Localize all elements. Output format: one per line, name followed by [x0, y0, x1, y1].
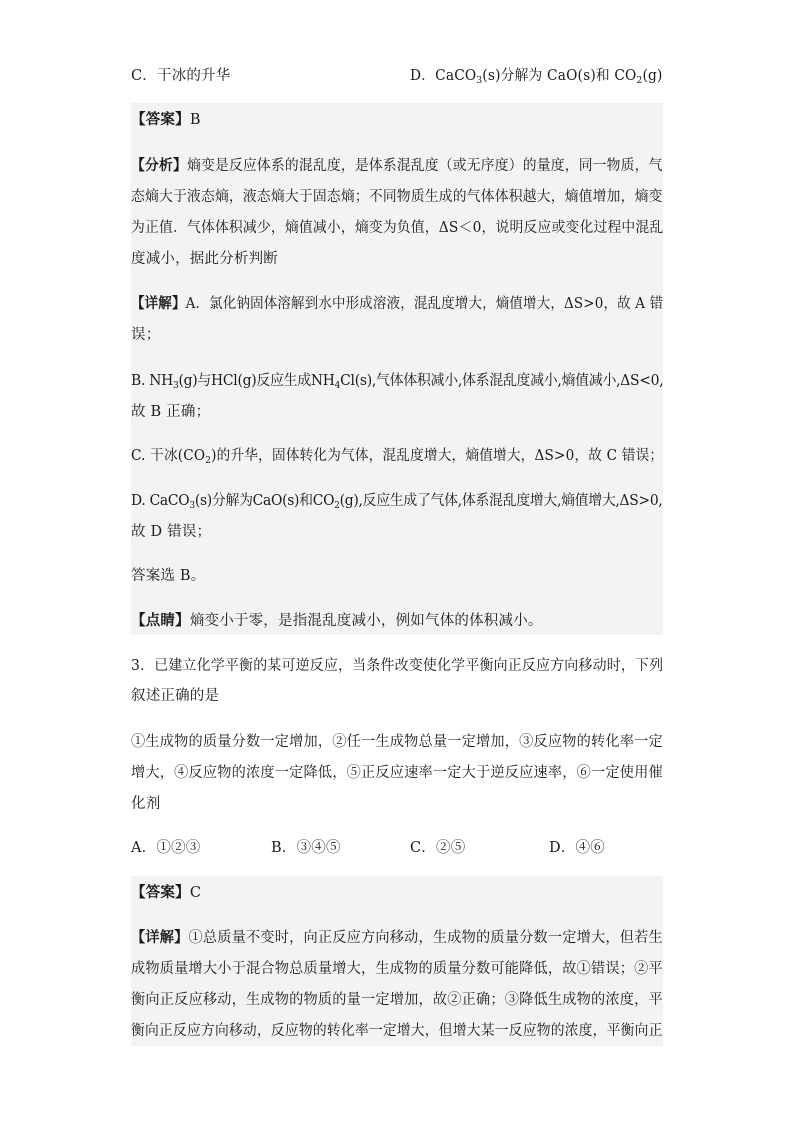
q2-detail-d-line-1: D. CaCO$_3$(s)分解为CaO(s)和$CO_2(g)$,反应生成了气体,体系混乱度增大,熵值增大,ΔS>0,	[131, 493, 663, 511]
q3-stem-line-2: 叙述正确的是	[131, 688, 220, 704]
q2-answer: 【答案】B	[131, 111, 201, 128]
q2-comment: 【点睛】熵变小于零，是指混乱度减小，例如气体的体积减小。	[131, 612, 543, 629]
q2-option-c: C．干冰的升华	[131, 68, 231, 84]
q2-detail-c: C. 干冰$(CO_2)$的升华，固体转化为气体，混乱度增大，熵值增大，ΔS>0，故 C 错误；	[131, 448, 664, 466]
q3-detail-line-3: 衡向正反应移动，生成物的物质的量一定增加，故②正确；③降低生成物的浓度，平	[131, 992, 663, 1008]
q2-analysis-line-4: 度减小，据此分析判断	[131, 251, 278, 267]
q3-answer: 【答案】C	[131, 884, 202, 901]
q3-list-line-1: ①生成物的质量分数一定增加，②任一生成物总量一定增加，③反应物的转化率一定	[131, 734, 663, 750]
q3-detail-line-1: 【详解】①总质量不变时，向正反应方向移动，生成物的质量分数一定增大，但若生	[131, 929, 663, 946]
q3-detail-line-2: 成物质量增大小于混合物总质量增大，生成物的质量分数可能降低，故①错误；②平	[131, 961, 663, 977]
q2-detail-b-line-1: B. $NH_3(g)$与HCl(g)反应生成$NH_4Cl(s)$,气体体积减小,体系混乱度减小,熵值减小,ΔS<0,	[131, 373, 664, 391]
q3-option-b: B．③④⑤	[271, 840, 341, 856]
q3-option-d: D．④⑥	[549, 840, 605, 856]
q3-stem-line-1: 3．已建立化学平衡的某可逆反应，当条件改变使化学平衡向正反应方向移动时，下列	[131, 658, 664, 674]
q2-detail-b-line-2: 故 B 正确；	[131, 404, 211, 420]
q2-analysis-line-3: 为正值．气体体积减少，熵值减小，熵变为负值，ΔS＜0，说明反应或变化过程中混乱	[131, 220, 664, 236]
q3-list-line-3: 化剂	[131, 796, 161, 812]
q2-conclusion: 答案选 B。	[131, 568, 206, 584]
q3-option-a: A．①②③	[131, 840, 201, 856]
q2-detail-a-line-1: 【详解】A．氯化钠固体溶解到水中形成溶液，混乱度增大，熵值增大，ΔS>0，故 A 错	[131, 295, 664, 312]
q3-detail-line-4: 衡向正反应方向移动，反应物的转化率一定增大，但增大某一反应物的浓度，平衡向正	[131, 1023, 663, 1039]
q2-detail-d-line-2: 故 D 错误；	[131, 524, 212, 540]
q2-analysis-line-1: 【分析】熵变是反应体系的混乱度，是体系混乱度（或无序度）的量度，同一物质，气	[131, 157, 663, 174]
q3-option-c: C．②⑤	[410, 840, 466, 856]
q2-analysis-line-2: 态熵大于液态熵，液态熵大于固态熵；不同物质生成的气体体积越大，熵值增加，熵变	[131, 189, 663, 205]
q2-detail-a-line-2: 误；	[131, 327, 161, 343]
q3-list-line-2: 增大，④反应物的浓度一定降低，⑤正反应速率一定大于逆反应速率，⑥一定使用催	[131, 765, 663, 781]
q2-option-d: D．CaCO$_3$(s)分解为 CaO(s)和 $CO_2(g)$	[410, 68, 663, 86]
answer-block-q2	[131, 103, 663, 635]
